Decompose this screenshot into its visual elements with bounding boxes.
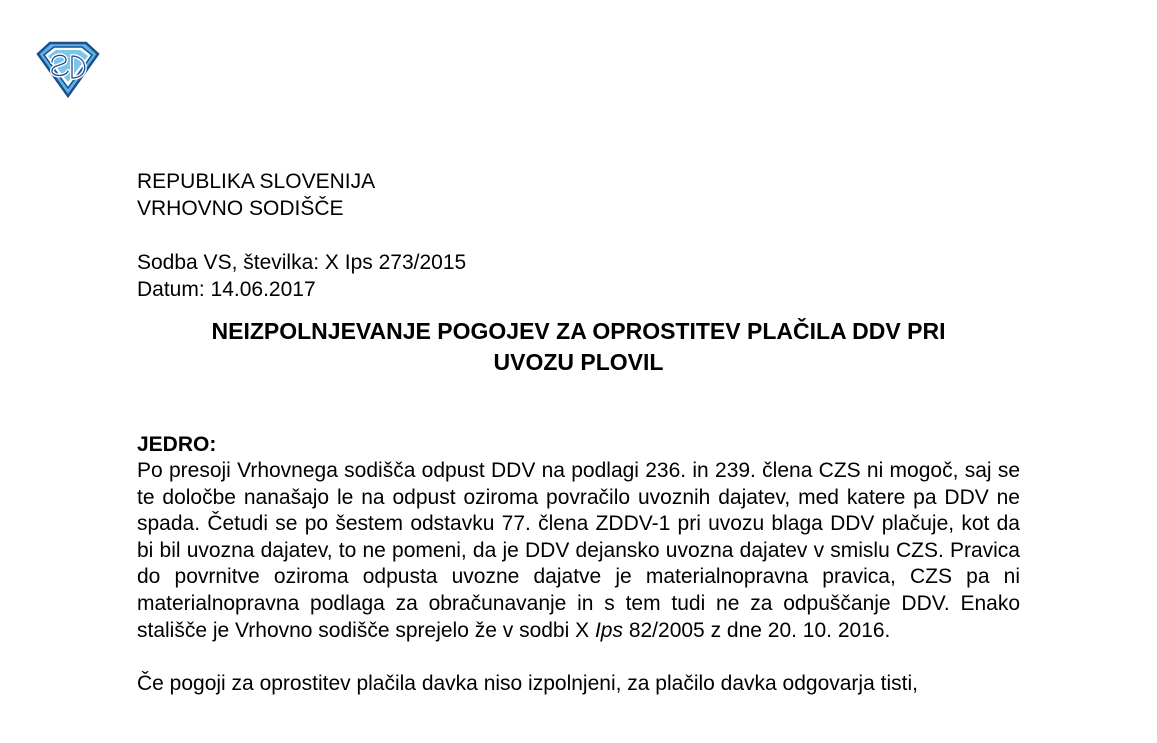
core-paragraph-1 xyxy=(137,458,1020,644)
title-line-1: NEIZPOLNJEVANJE POGOJEV ZA OPROSTITEV PLAČILA DDV PRI xyxy=(211,318,946,344)
document-title xyxy=(137,316,1020,378)
issuer-court: VRHOVNO SODIŠČE xyxy=(137,197,344,220)
core-heading: JEDRO: xyxy=(137,433,217,456)
document-body xyxy=(137,168,1020,698)
decision-date: Datum: 14.06.2017 xyxy=(137,278,316,301)
core-paragraph-1-text: Po presoji Vrhovnega sodišča odpust DDV na podlagi 236. in 239. člena CZS ni mogoč, saj se te določbe nanašajo le na odpust oziroma povračilo uvoznih dajatev, med katere pa DDV ne spada. Četudi se po šestem odstavku 77. člena ZDDV-1 pri uvozu blaga DDV plačuje, kot da bi bil uvozna dajatev, to ne pomeni, da je DDV dejansko uvozna dajatev v smislu CZS. Pravica do povrnitve oziroma odpusta uvozne dajatve je materialnopravna pravica, CZS pa ni materialnopravna podlaga za obračunavanje in s tem tudi ne za odpuščanje DDV. Enako stališče je Vrhovno sodišče sprejelo že v sodbi X xyxy=(137,459,1020,642)
core-paragraph-2: Če pogoji za oprostitev plačila davka niso izpolnjeni, za plačilo davka odgovarja tisti, xyxy=(137,672,918,696)
core-paragraph-1-italic: Ips xyxy=(594,618,623,642)
case-number: Sodba VS, številka: X Ips 273/2015 xyxy=(137,251,467,274)
issuer-country: REPUBLIKA SLOVENIJA xyxy=(137,170,376,193)
core-paragraph-1-tail: 82/2005 z dne 20. 10. 2016. xyxy=(628,618,891,642)
title-line-2: UVOZU PLOVIL xyxy=(493,349,664,375)
court-logo xyxy=(30,40,106,100)
diamond-logo-icon xyxy=(30,40,106,100)
